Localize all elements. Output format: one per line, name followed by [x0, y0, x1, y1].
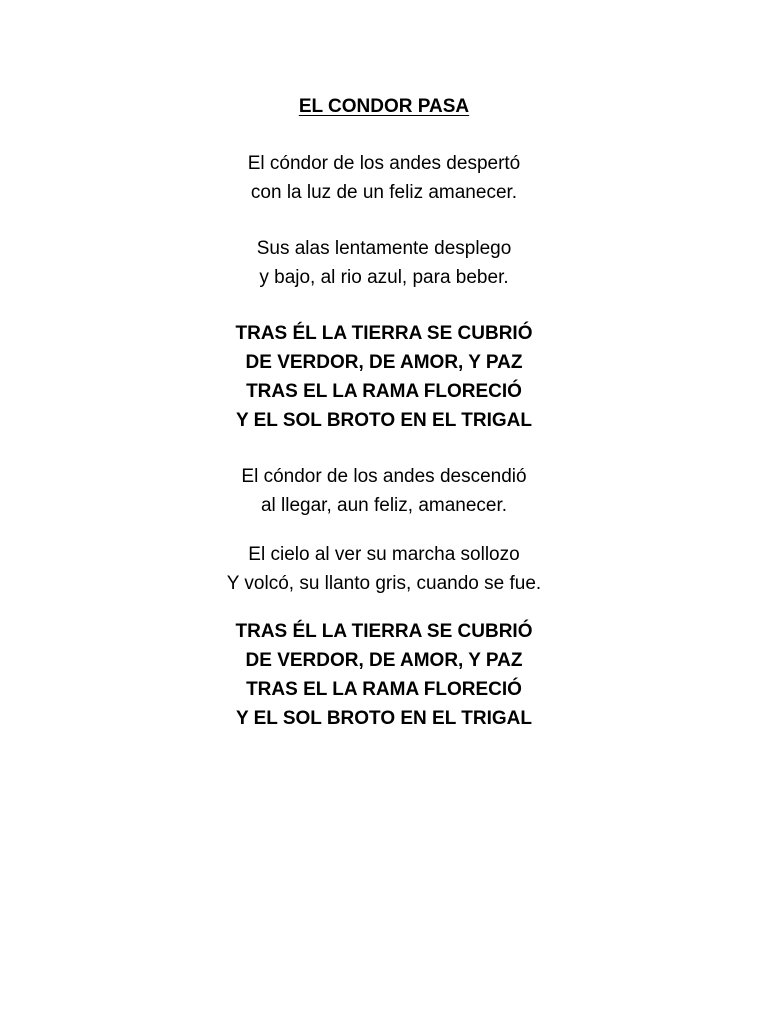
chorus-line: TRAS EL LA RAMA FLORECIÓ: [246, 381, 522, 402]
chorus-line: TRAS ÉL LA TIERRA SE CUBRIÓ: [235, 323, 533, 344]
verse-line: al llegar, aun feliz, amanecer.: [260, 495, 508, 516]
chorus-line: DE VERDOR, DE AMOR, Y PAZ: [245, 352, 523, 373]
chorus-1: [0, 319, 768, 435]
verse-2: [0, 234, 768, 292]
verse-4: [0, 540, 768, 598]
verse-1: [0, 149, 768, 207]
chorus-line: TRAS EL LA RAMA FLORECIÓ: [246, 679, 522, 700]
verse-line: y bajo, al rio azul, para beber.: [259, 267, 509, 288]
verse-3: [0, 462, 768, 520]
chorus-2: [0, 617, 768, 733]
verse-line: con la luz de un feliz amanecer.: [250, 182, 518, 203]
verse-line: El cóndor de los andes despertó: [247, 153, 521, 174]
chorus-line: Y EL SOL BROTO EN EL TRIGAL: [236, 410, 532, 431]
chorus-line: TRAS ÉL LA TIERRA SE CUBRIÓ: [235, 621, 533, 642]
song-title: EL CONDOR PASA: [298, 96, 470, 117]
verse-line: El cóndor de los andes descendió: [241, 466, 527, 487]
verse-line: Y volcó, su llanto gris, cuando se fue.: [226, 573, 542, 594]
chorus-line: Y EL SOL BROTO EN EL TRIGAL: [236, 708, 532, 729]
verse-line: Sus alas lentamente desplego: [256, 238, 512, 259]
verse-line: El cielo al ver su marcha sollozo: [248, 544, 520, 565]
chorus-line: DE VERDOR, DE AMOR, Y PAZ: [245, 650, 523, 671]
